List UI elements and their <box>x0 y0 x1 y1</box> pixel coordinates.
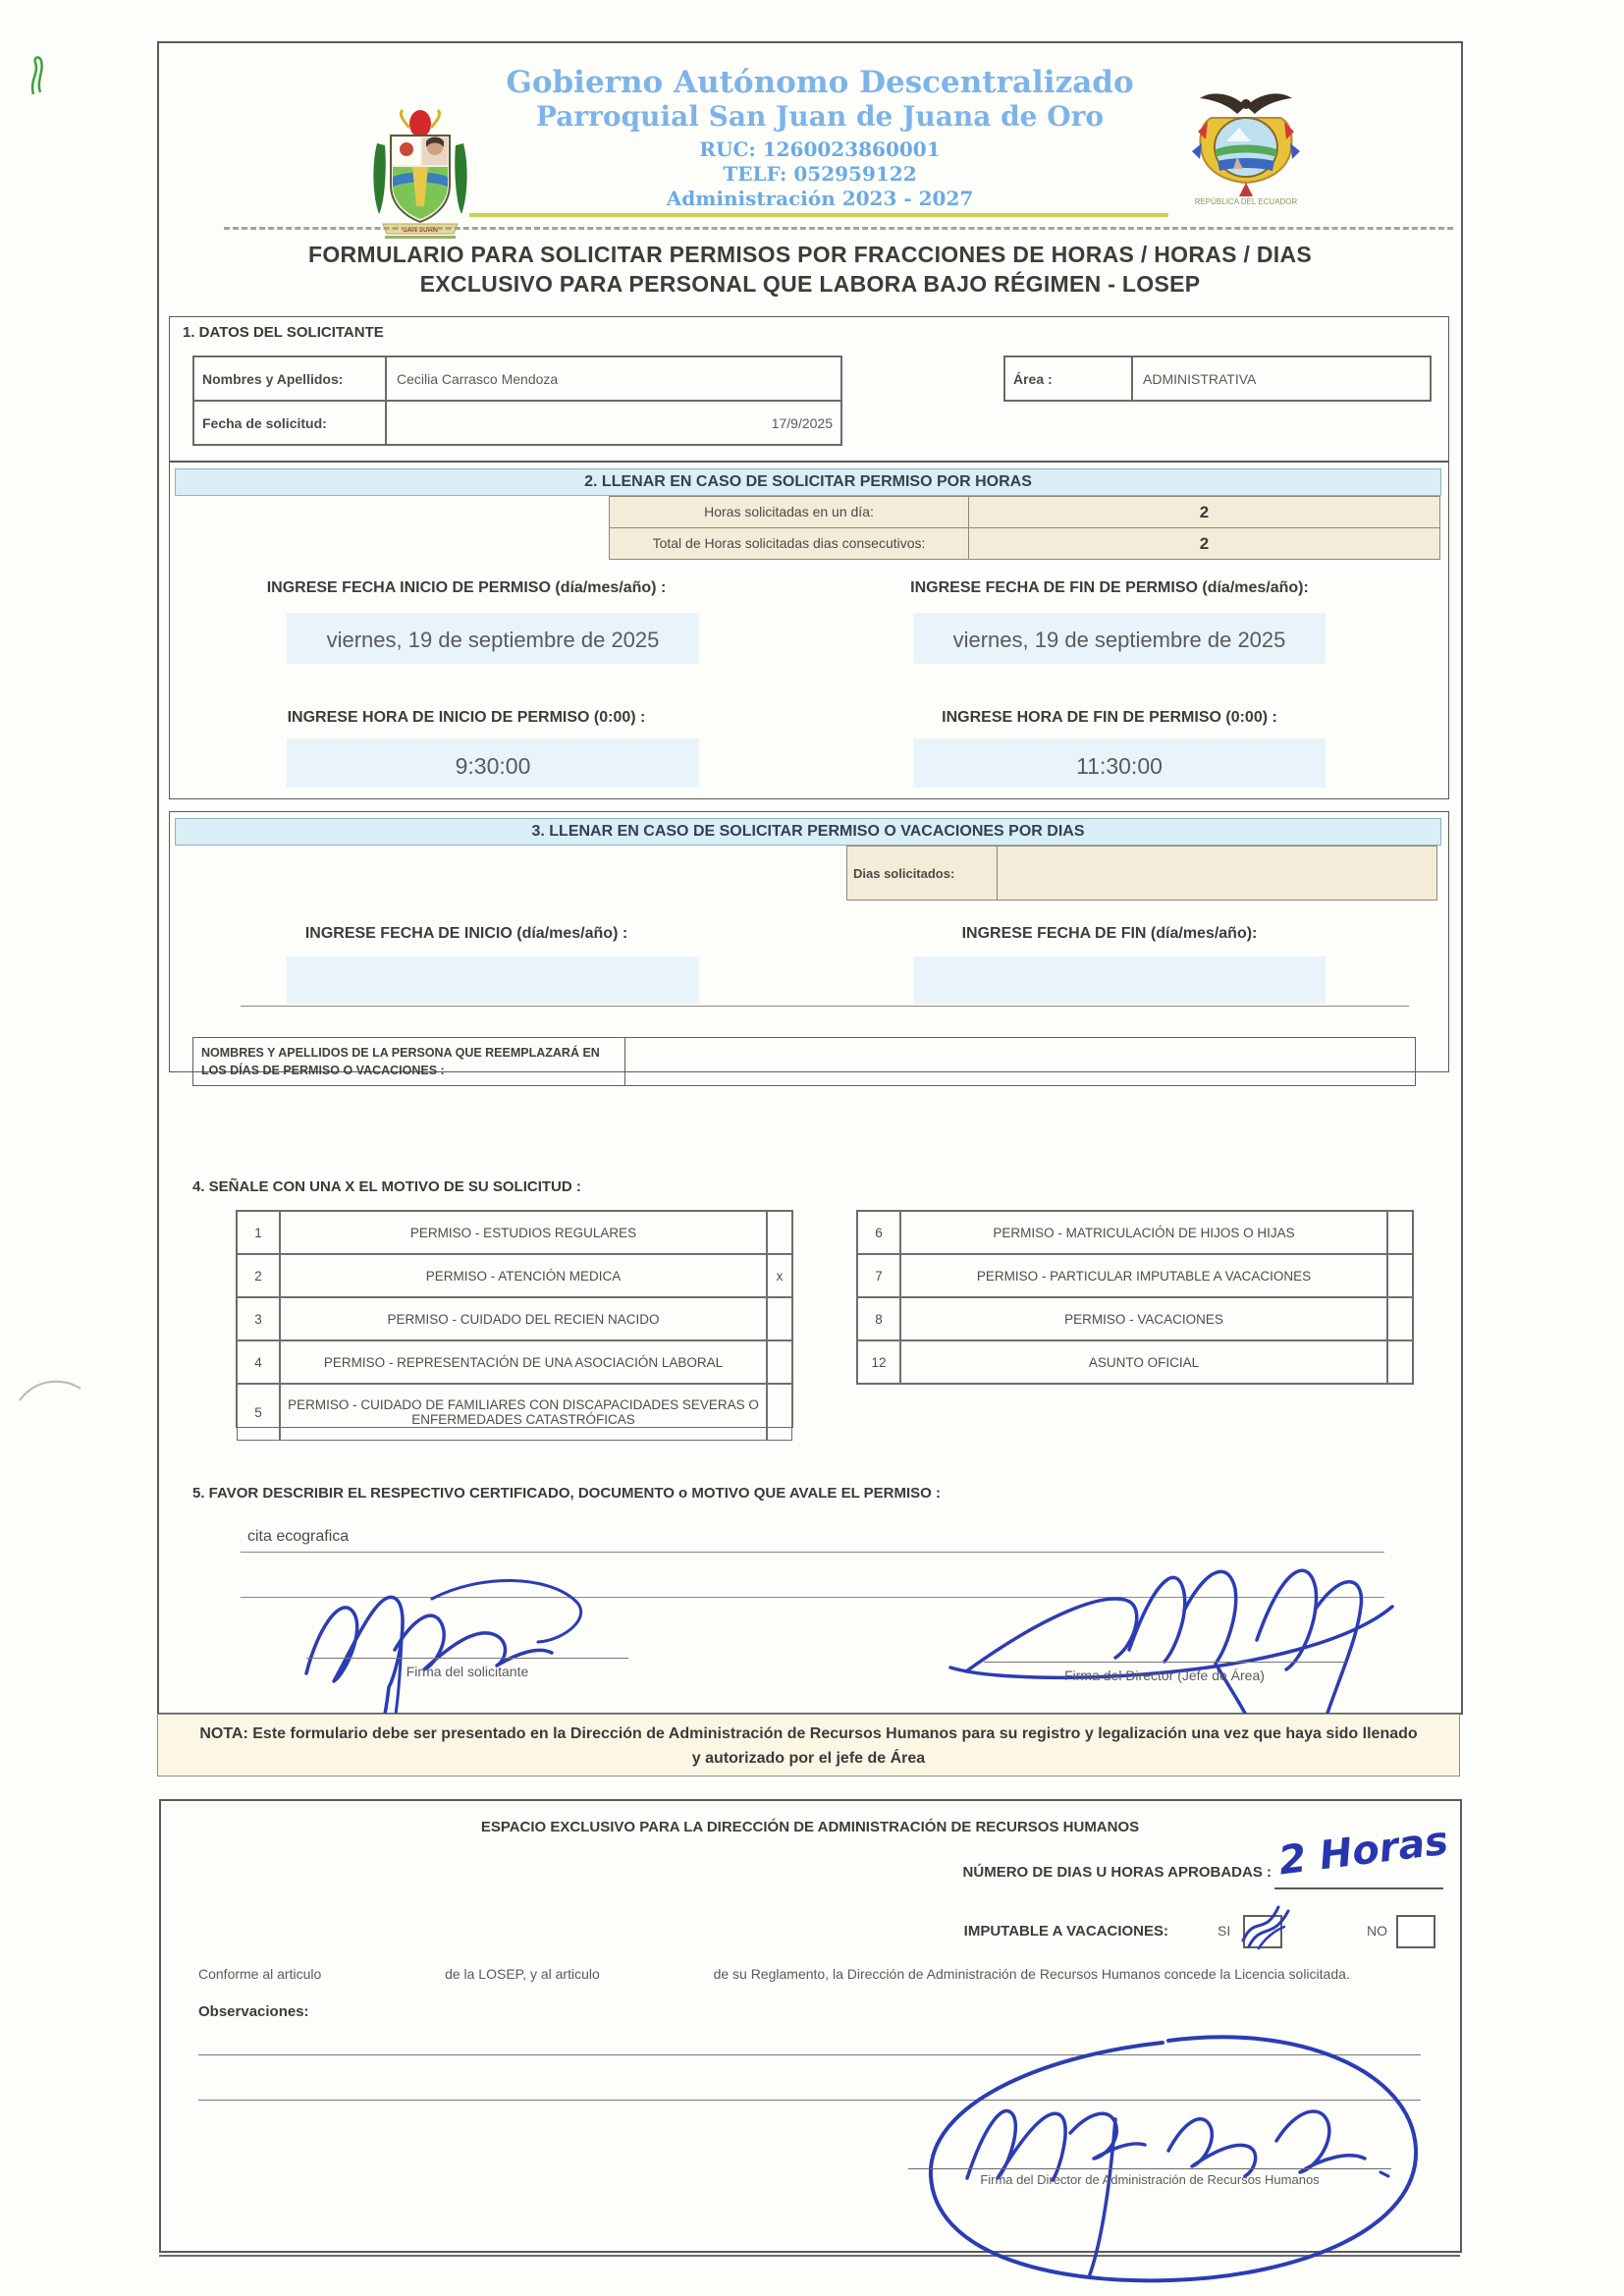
applicant-table <box>192 355 842 446</box>
motive-checkbox[interactable] <box>1387 1211 1413 1254</box>
motive-checkbox[interactable] <box>1387 1340 1413 1384</box>
firma-rrhh-caption: Firma del Director de Administración de Recursos Humanos <box>980 2172 1320 2187</box>
conforme-line <box>198 1966 1435 1982</box>
motive-checkbox[interactable] <box>767 1211 792 1254</box>
section2-title: 2. LLENAR EN CASO DE SOLICITAR PERMISO POR HORAS <box>175 468 1441 496</box>
scan-artifact-green-scribble <box>24 51 63 100</box>
crest-ribbon-text: SAN JUAN <box>403 227 438 234</box>
section3-underline <box>241 1006 1409 1007</box>
horas-total-value[interactable]: 2 <box>1199 534 1210 553</box>
motive-checkbox[interactable] <box>767 1384 792 1441</box>
motive-checkbox[interactable] <box>767 1297 792 1340</box>
imputable-label: IMPUTABLE A VACACIONES: <box>963 1923 1168 1940</box>
conforme-text-2: de la LOSEP, y al articulo <box>445 1966 600 1982</box>
certificado-descripcion[interactable]: cita ecografica <box>247 1528 350 1545</box>
org-admin-period: Administración 2023 - 2027 <box>666 187 974 210</box>
observaciones-label: Observaciones: <box>198 2003 309 2020</box>
org-ruc: RUC: 1260023860001 <box>699 137 941 161</box>
firma-director-caption: Firma del Director (Jefe de Área) <box>1064 1667 1265 1683</box>
motive-checkbox[interactable] <box>767 1340 792 1384</box>
ecuador-coat-of-arms-logo <box>1172 88 1320 206</box>
motive-label: PERMISO - REPRESENTACIÓN DE UNA ASOCIACIÓN LABORAL <box>280 1340 767 1384</box>
dias-solicitados-value[interactable] <box>998 847 1436 900</box>
hours-table <box>609 496 1440 560</box>
reemplazo-label: NOMBRES Y APELLIDOS DE LA PERSONA QUE REEMPLAZARÁ EN LOS DÍAS DE PERMISO O VACACIONES : <box>193 1038 625 1085</box>
no-label: NO <box>1367 1923 1387 1939</box>
section5-title: 5. FAVOR DESCRIBIR EL RESPECTIVO CERTIFICADO, DOCUMENTO o MOTIVO QUE AVALE EL PERMISO : <box>192 1485 942 1502</box>
firma-director-line <box>984 1662 1345 1663</box>
form-title-line1: FORMULARIO PARA SOLICITAR PERMISOS POR FRACCIONES DE HORAS / HORAS / DIAS <box>307 242 1313 267</box>
firma-solicitante-caption: Firma del solicitante <box>406 1664 529 1679</box>
hora-fin-value[interactable]: 11:30:00 <box>913 738 1326 788</box>
section4-title: 4. SEÑALE CON UNA X EL MOTIVO DE SU SOLICITUD : <box>192 1178 581 1195</box>
aprobadas-handwritten-value[interactable]: 2 Horas <box>1275 1818 1451 1885</box>
fecha-solicitud-value[interactable]: 17/9/2025 <box>386 401 841 445</box>
motive-num: 6 <box>857 1211 900 1254</box>
header-divider <box>224 227 1453 230</box>
motive-label: PERMISO - CUIDADO DEL RECIEN NACIDO <box>280 1297 767 1340</box>
si-checkbox-check-mark <box>1235 1897 1294 1952</box>
motive-label: PERMISO - ESTUDIOS REGULARES <box>280 1211 767 1254</box>
motive-num: 2 <box>237 1254 280 1297</box>
reemplazo-value[interactable] <box>625 1038 1415 1085</box>
motive-num: 8 <box>857 1297 900 1340</box>
motive-num: 5 <box>237 1384 280 1441</box>
fecha-inicio-permiso-value[interactable]: viernes, 19 de septiembre de 2025 <box>287 613 699 664</box>
fecha-inicio-permiso-label: INGRESE FECHA INICIO DE PERMISO (día/mes/año) : <box>266 579 667 596</box>
firma-rrhh-line <box>908 2168 1391 2169</box>
motive-table-left <box>236 1210 793 1428</box>
motive-checkbox[interactable] <box>1387 1254 1413 1297</box>
hora-inicio-value[interactable]: 9:30:00 <box>287 738 699 788</box>
motive-num: 12 <box>857 1340 900 1384</box>
area-label: Área : <box>1004 356 1132 401</box>
firma-solicitante-line <box>306 1658 628 1659</box>
fecha-solicitud-label: Fecha de solicitud: <box>193 401 386 445</box>
form-title-line2: EXCLUSIVO PARA PERSONAL QUE LABORA BAJO RÉGIMEN - LOSEP <box>419 271 1201 297</box>
nota-box: NOTA: Este formulario debe ser presentado en la Dirección de Administración de Recursos Humanos para su registro y legalización una vez que haya sido llenado y autorizado por el jefe de Área <box>157 1714 1460 1777</box>
hora-fin-label: INGRESE HORA DE FIN DE PERMISO (0:00) : <box>942 709 1277 726</box>
fecha-inicio-dias-label: INGRESE FECHA DE INICIO (día/mes/año) : <box>304 925 628 942</box>
fecha-inicio-dias-value[interactable] <box>287 957 699 1004</box>
dias-solicitados-box <box>846 846 1437 901</box>
san-juan-crest-logo <box>363 108 477 242</box>
conforme-text-1: Conforme al articulo <box>198 1966 322 1982</box>
horas-dia-label: Horas solicitadas en un día: <box>610 497 969 527</box>
fecha-fin-dias-value[interactable] <box>913 957 1326 1004</box>
conforme-text-3: de su Reglamento, la Dirección de Administración de Recursos Humanos concede la Licencia solicitada. <box>713 1966 1350 1982</box>
motive-label: PERMISO - PARTICULAR IMPUTABLE A VACACIONES <box>900 1254 1387 1297</box>
motive-num: 7 <box>857 1254 900 1297</box>
motive-label: ASUNTO OFICIAL <box>900 1340 1387 1384</box>
dias-solicitados-label: Dias solicitados: <box>847 847 998 900</box>
area-value[interactable]: ADMINISTRATIVA <box>1132 356 1431 401</box>
aprobadas-label: NÚMERO DE DIAS U HORAS APROBADAS : <box>962 1864 1272 1881</box>
area-table <box>1003 355 1432 402</box>
si-label: SI <box>1218 1923 1231 1939</box>
aprobadas-underline <box>1274 1887 1443 1889</box>
motive-checkbox[interactable]: x <box>767 1254 792 1297</box>
motive-num: 1 <box>237 1211 280 1254</box>
nombres-label: Nombres y Apellidos: <box>193 356 386 401</box>
reemplazo-box <box>192 1037 1416 1086</box>
admin-underline <box>469 213 1168 217</box>
nombres-value[interactable]: Cecilia Carrasco Mendoza <box>386 356 841 401</box>
rrhh-director-signature <box>874 2013 1453 2296</box>
motive-label: PERMISO - VACACIONES <box>900 1297 1387 1340</box>
motive-checkbox[interactable] <box>1387 1297 1413 1340</box>
fecha-fin-permiso-value[interactable]: viernes, 19 de septiembre de 2025 <box>913 613 1326 664</box>
section3-title: 3. LLENAR EN CASO DE SOLICITAR PERMISO O VACACIONES POR DIAS <box>175 818 1441 846</box>
coat-caption: REPÚBLICA DEL ECUADOR <box>1194 197 1298 206</box>
section1-title: 1. DATOS DEL SOLICITANTE <box>183 324 384 341</box>
org-name-line2: Parroquial San Juan de Juana de Oro <box>535 100 1105 133</box>
motive-label: PERMISO - CUIDADO DE FAMILIARES CON DISCAPACIDADES SEVERAS O ENFERMEDADES CATASTRÓFICAS <box>280 1384 767 1441</box>
horas-dia-value[interactable]: 2 <box>1199 503 1210 521</box>
motive-label: PERMISO - MATRICULACIÓN DE HIJOS O HIJAS <box>900 1211 1387 1254</box>
fecha-fin-dias-label: INGRESE FECHA DE FIN (día/mes/año): <box>961 925 1258 942</box>
hora-inicio-label: INGRESE HORA DE INICIO DE PERMISO (0:00) : <box>287 709 646 726</box>
motive-num: 3 <box>237 1297 280 1340</box>
scan-artifact-pencil-arc <box>16 1371 84 1410</box>
motive-num: 4 <box>237 1340 280 1384</box>
no-checkbox[interactable] <box>1396 1915 1435 1948</box>
rrhh-title: ESPACIO EXCLUSIVO PARA LA DIRECCIÓN DE ADMINISTRACIÓN DE RECURSOS HUMANOS <box>480 1819 1140 1835</box>
horas-total-label: Total de Horas solicitadas dias consecutivos: <box>610 528 969 559</box>
motive-label: PERMISO - ATENCIÓN MEDICA <box>280 1254 767 1297</box>
fecha-fin-permiso-label: INGRESE FECHA DE FIN DE PERMISO (día/mes/año): <box>910 579 1309 596</box>
org-telf: TELF: 052959122 <box>723 162 917 186</box>
org-name-line1: Gobierno Autónomo Descentralizado <box>506 65 1134 100</box>
motive-table-right <box>856 1210 1414 1385</box>
